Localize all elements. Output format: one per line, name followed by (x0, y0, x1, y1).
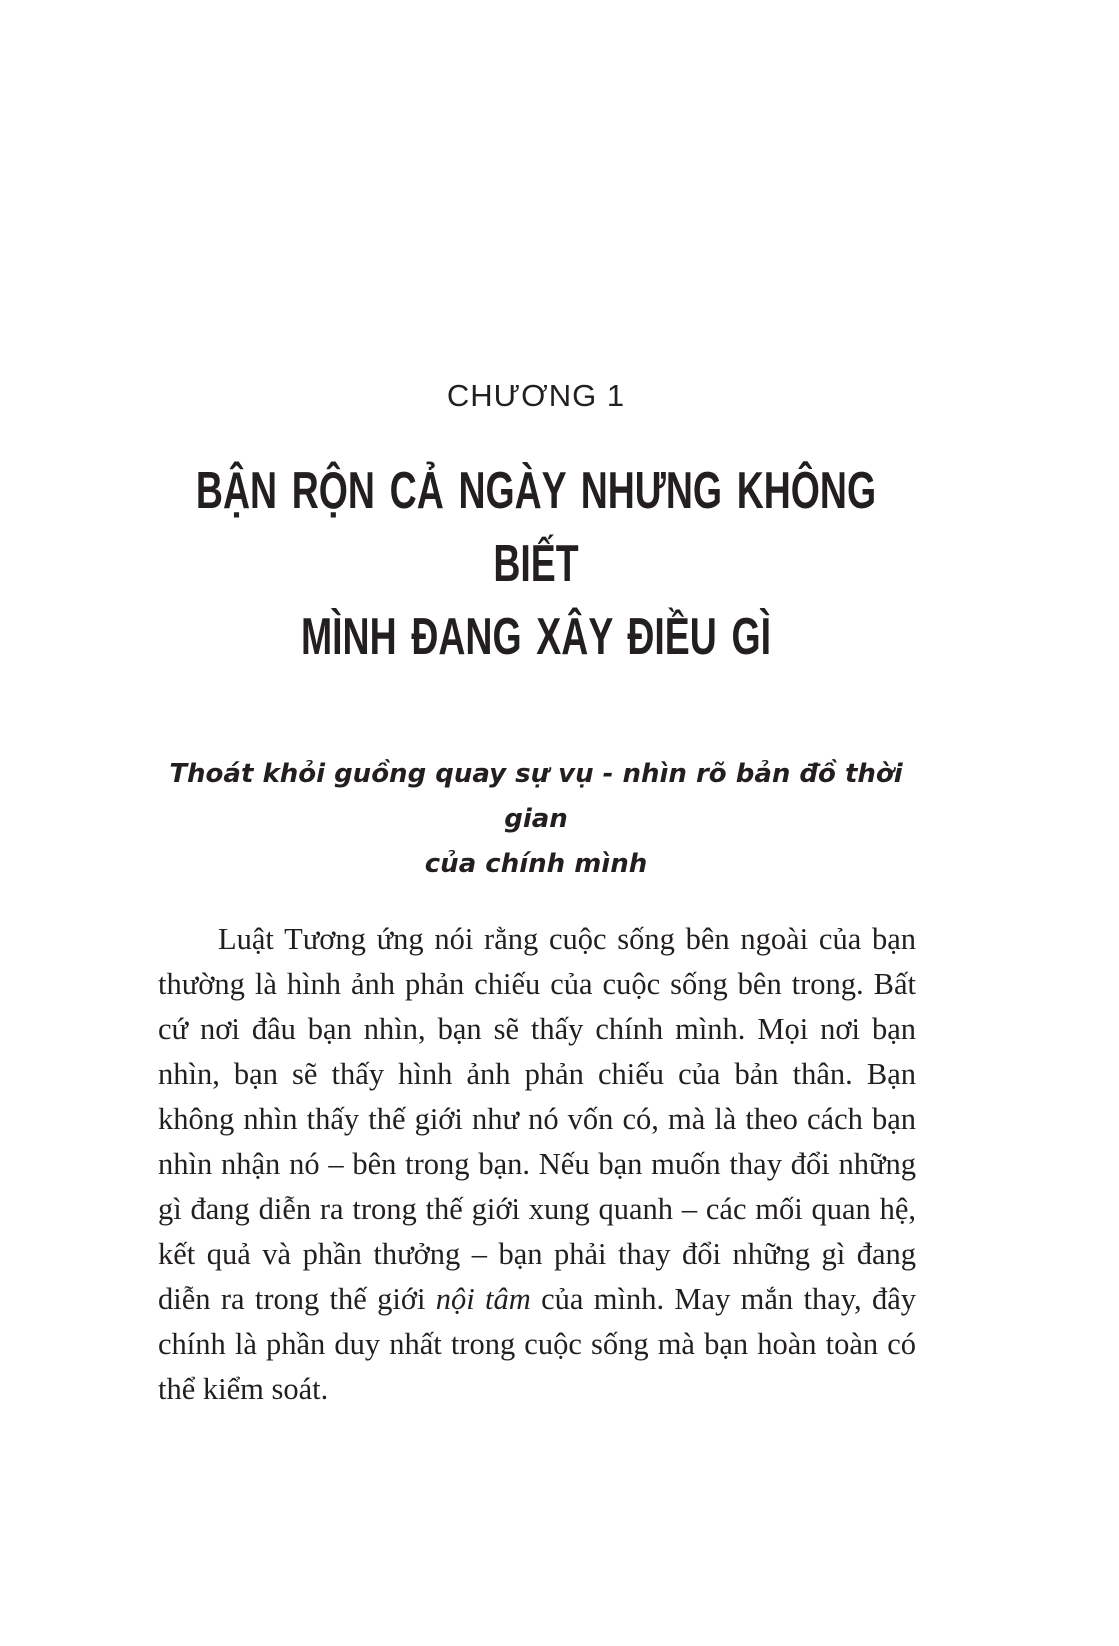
chapter-title (150, 455, 922, 674)
chapter-title-line-2: MÌNH ĐANG XÂY ĐIỀU GÌ (300, 608, 772, 666)
section-subtitle (150, 752, 922, 887)
body-paragraph (158, 917, 916, 1412)
chapter-title-line-1: BẬN RỘN CẢ NGÀY NHƯNG KHÔNG BIẾT (195, 462, 877, 593)
body-text-part-2: của mình. May mắn thay, đây chính là phần duy nhất trong cuộc sống mà bạn hoàn toàn có thể kiểm soát. (158, 1282, 916, 1406)
chapter-label: CHƯƠNG 1 (446, 378, 626, 413)
subtitle-line-1: Thoát khỏi guồng quay sự vụ - nhìn rõ bản đồ thời gian (169, 759, 903, 834)
subtitle-line-2: của chính mình (424, 849, 648, 879)
body-emphasis: nội tâm (435, 1282, 531, 1316)
body-text-part-1: Luật Tương ứng nói rằng cuộc sống bên ngoài của bạn thường là hình ảnh phản chiếu của cuộc sống bên trong. Bất cứ nơi đâu bạn nhìn, bạn sẽ thấy chính mình. Mọi nơi bạn nhìn, bạn sẽ thấy hình ảnh phản chiếu của bản thân. Bạn không nhìn thấy thế giới như nó vốn có, mà là theo cách bạn nhìn nhận nó – bên trong bạn. Nếu bạn muốn thay đổi những gì đang diễn ra trong thế giới xung quanh – các mối quan hệ, kết quả và phần thưởng – bạn phải thay đổi những gì đang diễn ra trong thế giới (158, 922, 916, 1316)
